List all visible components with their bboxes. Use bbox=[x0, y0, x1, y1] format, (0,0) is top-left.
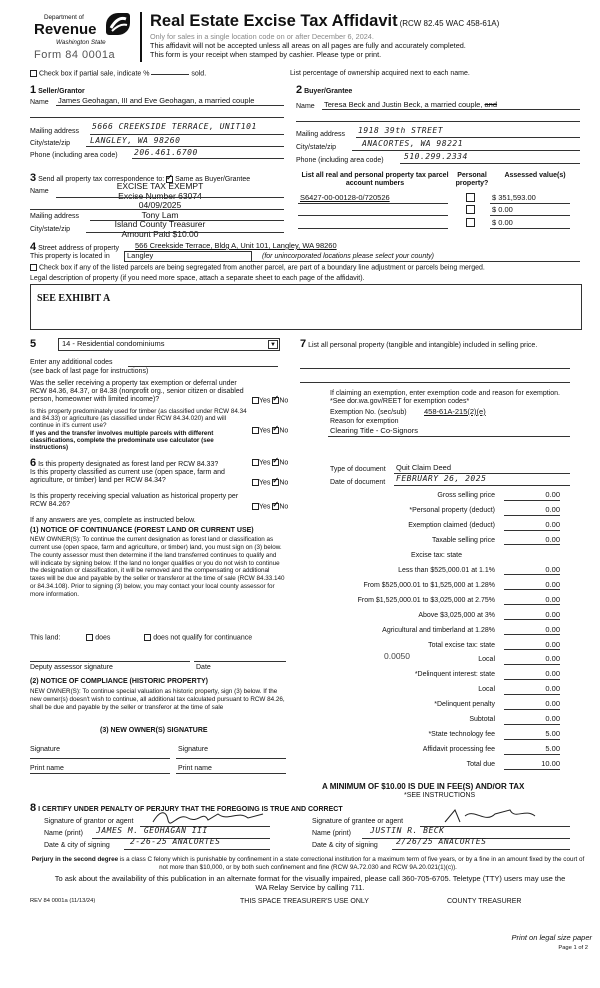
dept-line2: Revenue bbox=[34, 21, 97, 38]
fee-label: Local bbox=[478, 656, 495, 664]
perjury-notice: Perjury in the second degree is a class C felony which is punishable by confinement in a state correctional institution for a maximum term of five years, or by a fine in an amount fixed by the court of not more than $10,000, or by both such confinement and fine (RCW 9A.72.030 and RCW 9A.20.021(1)(c)). bbox=[31, 856, 585, 871]
rev-number: REV 84 0001a (11/13/24) bbox=[30, 898, 96, 904]
fee-row bbox=[300, 639, 560, 653]
rcw-ref: (RCW 82.45 WAC 458-61A) bbox=[399, 19, 500, 28]
parcel-col3-header: Assessed value(s) bbox=[504, 172, 566, 179]
fee-row bbox=[300, 492, 560, 503]
revenue-logo-icon bbox=[106, 13, 130, 35]
treasurer-space: THIS SPACE TREASURER'S USE ONLY bbox=[240, 898, 369, 905]
owner-sig1-label: Signature bbox=[30, 746, 60, 753]
header-divider bbox=[140, 12, 142, 62]
s7-heading: 7 List all personal property (tangible and intangible) included in selling price. bbox=[300, 338, 538, 350]
fee-row bbox=[300, 609, 560, 623]
fee-value[interactable]: 5.00 bbox=[504, 745, 560, 755]
doc-type-label: Type of document bbox=[330, 466, 386, 473]
owner-sig2-label: Signature bbox=[178, 746, 208, 753]
seller-name-label: Name bbox=[30, 99, 49, 106]
correspondence-city-label: City/state/zip bbox=[30, 226, 71, 233]
parcel-row-1-number[interactable]: S6427-00-00128-0/720526 bbox=[300, 193, 390, 202]
fee-value[interactable]: 0.00 bbox=[504, 491, 560, 501]
seller-mailing-label: Mailing address bbox=[30, 128, 80, 135]
notice2-title: (2) NOTICE OF COMPLIANCE (HISTORIC PROPERTY) bbox=[30, 678, 208, 685]
s6-q2-answers: Yes ✓ No bbox=[252, 479, 288, 487]
fee-label: Agricultural and timberland at 1.28% bbox=[382, 626, 495, 634]
fee-value[interactable]: 0.00 bbox=[504, 670, 560, 680]
parcel-col1-header: List all real and personal property tax parcel account numbers bbox=[301, 172, 449, 188]
this-land-row: This land: does does not qualify for continuance bbox=[30, 634, 253, 642]
dept-line3: Washington State bbox=[56, 39, 106, 46]
s6-q1-yes[interactable] bbox=[252, 459, 259, 466]
fee-value[interactable]: 0.00 bbox=[504, 655, 560, 665]
header-note3: This form is your receipt when stamped by cashier. Please type or print. bbox=[150, 50, 382, 59]
parcel-row-2-value[interactable]: $ 0.00 bbox=[492, 205, 513, 214]
header-note2: This affidavit will not be accepted unless all areas on all pages are fully and accurately completed. bbox=[150, 41, 466, 50]
fee-label: *Personal property (deduct) bbox=[409, 506, 495, 514]
fee-row bbox=[300, 671, 560, 682]
legal-paper-note: Print on legal size paper bbox=[511, 933, 592, 942]
fee-label: From $1,525,000.01 to $3,025,000 at 2.75% bbox=[357, 596, 495, 604]
fee-row bbox=[300, 731, 560, 742]
grantor-date-label: Date & city of signing bbox=[44, 842, 110, 849]
fee-row bbox=[300, 716, 560, 727]
buyer-phone-label: Phone (including area code) bbox=[296, 157, 384, 164]
parcel-row-1-value[interactable]: $ 351,593.00 bbox=[492, 193, 536, 202]
legal-label: Legal description of property (if you need more space, attach a separate sheet to each page of the affidavit). bbox=[30, 275, 365, 282]
fee-row bbox=[300, 701, 560, 712]
grantee-name[interactable]: JUSTIN R. BECK bbox=[370, 826, 445, 835]
seller-name[interactable]: James Geohagan, III and Eve Geohagan, a married couple bbox=[58, 96, 255, 105]
fee-label: Total due bbox=[466, 761, 495, 769]
fee-label: Subtotal bbox=[469, 716, 495, 724]
minimum-note: A MINIMUM OF $10.00 IS DUE IN FEE(S) AND/OR TAX bbox=[322, 782, 525, 791]
buyer-phone[interactable]: 510.299.2334 bbox=[404, 152, 468, 161]
doc-date[interactable]: FEBRUARY 26, 2025 bbox=[396, 474, 487, 483]
exemption-intro: If claiming an exemption, enter exemption code and reason for exemption. *See dor.wa.gov/REET for exemption codes* bbox=[330, 390, 560, 406]
partial-sale-label: Check box if partial sale, indicate % bbox=[38, 70, 150, 78]
fee-value[interactable]: 0.00 bbox=[504, 715, 560, 725]
grantee-date[interactable]: 2/26/25 ANACORTES bbox=[396, 837, 487, 846]
page-number: Page 1 of 2 bbox=[558, 945, 588, 951]
parcel-row-2-personal-checkbox[interactable] bbox=[466, 205, 475, 214]
legal-description-box[interactable] bbox=[30, 284, 582, 330]
exemption-no-label: Exemption No. (sec/sub) bbox=[330, 409, 407, 416]
use-code-select[interactable]: 14 - Residential condominiums ▼ bbox=[58, 338, 280, 351]
s6-q1-no[interactable] bbox=[272, 459, 279, 466]
exemption-reason[interactable]: Clearing Title - Co-Signors bbox=[330, 426, 418, 435]
alt-format-note: To ask about the availability of this publication in an alternate format for the visually impaired, please call 360-705-6705. Teletype (TTY) users may use the WA Relay Service by calling 711. bbox=[54, 874, 566, 892]
s5-q1-yes[interactable] bbox=[252, 397, 259, 404]
fee-row bbox=[300, 656, 560, 667]
buyer-mailing-label: Mailing address bbox=[296, 131, 346, 138]
parcel-row-1-personal-checkbox[interactable] bbox=[466, 193, 475, 202]
s5-q2a: Is this property predominately used for timber (as classified under RCW 84.34 and 84.33) or agriculture (as classified under RCW 84.34.020) and will continue in it's current use? bbox=[30, 408, 247, 430]
dept-line1: Department of bbox=[44, 14, 84, 21]
fee-value[interactable]: 0.00 bbox=[504, 581, 560, 591]
fee-row bbox=[300, 686, 560, 697]
fee-row bbox=[300, 761, 560, 772]
fee-label: Above $3,025,000 at 3% bbox=[418, 611, 495, 619]
owner-print1-label: Print name bbox=[30, 765, 64, 772]
s6-q2-no[interactable] bbox=[272, 479, 279, 486]
form-title: Real Estate Excise Tax Affidavit bbox=[150, 12, 398, 30]
grantor-sig-label: Signature of grantor or agent bbox=[44, 818, 134, 825]
s5-q1-answers: Yes ✓ No bbox=[252, 397, 288, 405]
buyer-name[interactable]: Teresa Beck and Justin Beck, a married couple, and bbox=[324, 100, 498, 109]
owner-print2-label: Print name bbox=[178, 765, 212, 772]
fee-label: *Delinquent penalty bbox=[434, 701, 495, 709]
fee-value[interactable]: 0.00 bbox=[504, 506, 560, 516]
land-does-checkbox[interactable] bbox=[86, 634, 93, 641]
grantee-sig-label: Signature of grantee or agent bbox=[312, 818, 404, 825]
segregated-row: Check box if any of the listed parcels are being segregated from another parcel, are part of a boundary line adjustment or parcels being merged. bbox=[30, 264, 590, 272]
fee-label: From $525,000.01 to $1,525,000 at 1.28% bbox=[363, 581, 495, 589]
fee-value[interactable]: 5.00 bbox=[504, 730, 560, 740]
s6-q3: Is this property receiving special valuation as historical property per RCW 84.26? bbox=[30, 493, 239, 509]
parcel-col2-header: Personal property? bbox=[455, 172, 489, 188]
codes-label: Enter any additional codes bbox=[30, 359, 113, 366]
fee-value[interactable]: 0.00 bbox=[504, 536, 560, 546]
fee-value[interactable]: 0.00 bbox=[504, 700, 560, 710]
s6-q1-answers: Yes ✓ No bbox=[252, 459, 288, 467]
section5-number: 5 bbox=[30, 338, 37, 350]
doc-type[interactable]: Quit Claim Deed bbox=[396, 463, 452, 472]
s5-q2-no[interactable] bbox=[272, 427, 279, 434]
correspondence-name-label: Name bbox=[30, 188, 49, 195]
location-select[interactable]: Langley bbox=[124, 251, 252, 262]
fee-row bbox=[300, 746, 560, 757]
county-treasurer: COUNTY TREASURER bbox=[447, 898, 522, 905]
exemption-no[interactable]: 458-61A-215(2)(e) bbox=[424, 407, 486, 416]
correspondence-heading: 3 Send all property tax correspondence to: ✓ Same as Buyer/Grantee bbox=[30, 172, 250, 185]
fee-value[interactable]: 0.00 bbox=[504, 596, 560, 606]
ownership-note: List percentage of ownership acquired next to each name. bbox=[290, 70, 470, 77]
legal-description: SEE EXHIBIT A bbox=[37, 293, 111, 304]
correspondence-mailing-label: Mailing address bbox=[30, 213, 80, 220]
s6-if-yes: If any answers are yes, complete as instructed below. bbox=[30, 517, 196, 524]
grantor-signature-icon[interactable] bbox=[148, 808, 268, 826]
fee-label: Less than $525,000.01 at 1.1% bbox=[398, 566, 495, 574]
notice2-text: NEW OWNER(S): To continue special valuation as historic property, sign (3) below. If the new owner(s) doesn't wish to continue, all additional tax calculated pursuant to RCW 84.26, shall be due and payable by the seller or transferor at the time of sale bbox=[30, 688, 285, 711]
s6-q1: 6 Is this property designated as forest land per RCW 84.33? bbox=[30, 457, 219, 469]
s5-q2b: If yes and the transfer involves multiple parcels with different classifications, complete the predominate use calculator (see instructions) bbox=[30, 430, 214, 452]
buyer-city[interactable]: ANACORTES, WA 98221 bbox=[362, 139, 464, 148]
parcel-row-3-personal-checkbox[interactable] bbox=[466, 218, 475, 227]
grantee-signature-icon[interactable] bbox=[440, 806, 540, 826]
grantee-date-label: Date & city of signing bbox=[312, 842, 378, 849]
partial-sale-checkbox[interactable] bbox=[30, 70, 37, 77]
s5-q2-yes[interactable] bbox=[252, 427, 259, 434]
doc-date-label: Date of document bbox=[330, 479, 386, 486]
chevron-down-icon: ▼ bbox=[268, 340, 278, 349]
deputy-date-label: Date bbox=[196, 664, 211, 671]
grantee-name-label: Name (print) bbox=[312, 830, 351, 837]
buyer-city-label: City/state/zip bbox=[296, 144, 337, 151]
located-label: This property is located in bbox=[30, 253, 110, 260]
form-number: Form 84 0001a bbox=[34, 49, 116, 61]
street-address[interactable]: 566 Creekside Terrace, Bldg A, Unit 101, Langley, WA 98260 bbox=[135, 241, 337, 250]
fee-row bbox=[300, 534, 560, 548]
exempt-stamp: EXCISE TAX EXEMPT Excise Number 63074 04/09/2025 Tony Lam Island County Treasurer Amount Paid $10.00 bbox=[114, 181, 206, 239]
codes-note: (see back of last page for instructions) bbox=[30, 368, 149, 375]
fee-label: Exemption claimed (deduct) bbox=[408, 521, 495, 529]
grantor-name[interactable]: JAMES M. GEOHAGAN III bbox=[96, 826, 208, 835]
s6-q3-no[interactable] bbox=[272, 503, 279, 510]
fee-value[interactable]: 0.00 bbox=[504, 521, 560, 531]
seller-mailing[interactable]: 5666 CREEKSIDE TERRACE, UNIT101 bbox=[92, 122, 257, 131]
s5-q1-no[interactable] bbox=[272, 397, 279, 404]
fee-label: *State technology fee bbox=[428, 731, 495, 739]
fee-row bbox=[300, 594, 560, 608]
segregated-checkbox[interactable] bbox=[30, 264, 37, 271]
s6-q3-answers: Yes ✓ No bbox=[252, 503, 288, 511]
header-note1: Only for sales in a single location code on or after December 6, 2024. bbox=[150, 32, 374, 41]
fee-label: Taxable selling price bbox=[431, 536, 495, 544]
s6-q2: Is this property classified as current use (open space, farm and agriculture, or timber) land per RCW 84.34? bbox=[30, 469, 225, 485]
fee-row bbox=[300, 579, 560, 593]
fee-value[interactable]: 0.00 bbox=[504, 626, 560, 636]
fee-value[interactable]: 0.00 bbox=[504, 685, 560, 695]
unincorporated-note: (for unincorporated locations please select your county) bbox=[262, 253, 434, 260]
parcel-row-3-value[interactable]: $ 0.00 bbox=[492, 218, 513, 227]
buyer-heading: 2 Buyer/Grantee bbox=[296, 84, 353, 96]
seller-phone-label: Phone (including area code) bbox=[30, 152, 118, 159]
partial-sale-row bbox=[30, 70, 206, 78]
deputy-sig-label: Deputy assessor signature bbox=[30, 664, 113, 671]
fee-label: Local bbox=[478, 686, 495, 694]
grantor-name-label: Name (print) bbox=[44, 830, 83, 837]
fee-label: *Delinquent interest: state bbox=[414, 671, 495, 679]
fee-row bbox=[300, 564, 560, 578]
land-does-not-checkbox[interactable] bbox=[144, 634, 151, 641]
s6-q2-yes[interactable] bbox=[252, 479, 259, 486]
fee-value[interactable]: 10.00 bbox=[504, 760, 560, 770]
fee-row bbox=[300, 624, 560, 638]
seller-city[interactable]: LANGLEY, WA 98260 bbox=[90, 136, 181, 145]
street-row: 4 Street address of property bbox=[30, 241, 120, 253]
fee-row bbox=[300, 552, 560, 563]
s5-q2-answers: Yes ✓ No bbox=[252, 427, 288, 435]
local-rate: 0.0050 bbox=[384, 651, 410, 661]
seller-city-label: City/state/zip bbox=[30, 140, 71, 147]
notice1-title: (1) NOTICE OF CONTINUANCE (FOREST LAND OR CURRENT USE) bbox=[30, 527, 254, 534]
see-instructions: *SEE INSTRUCTIONS bbox=[404, 792, 476, 799]
s5-q1: Was the seller receiving a property tax exemption or deferral under RCW 84.36, 84.37, or 84.38 (nonprofit org., senior citizen or disabled person, homeowner with limited income)? bbox=[30, 380, 244, 404]
s6-q3-yes[interactable] bbox=[252, 503, 259, 510]
fee-label: Affidavit processing fee bbox=[422, 746, 495, 754]
buyer-name-label: Name bbox=[296, 103, 315, 110]
fee-row bbox=[300, 504, 560, 518]
fee-label: Total excise tax: state bbox=[428, 641, 495, 649]
buyer-mailing[interactable]: 1918 39th STREET bbox=[358, 126, 444, 135]
owner-sig-title: (3) NEW OWNER(S) SIGNATURE bbox=[100, 727, 208, 734]
grantor-date[interactable]: 2-26-25 ANACORTES bbox=[130, 837, 221, 846]
fee-value[interactable]: 0.00 bbox=[504, 611, 560, 621]
dor-logo bbox=[34, 12, 134, 64]
sold-label: sold. bbox=[191, 70, 207, 78]
seller-heading: 1 Seller/Grantor bbox=[30, 84, 85, 96]
s8-heading: 8 I CERTIFY UNDER PENALTY OF PERJURY THAT THE FOREGOING IS TRUE AND CORRECT bbox=[30, 802, 343, 814]
reason-label: Reason for exemption bbox=[330, 418, 399, 425]
seller-phone[interactable]: 206.461.6700 bbox=[134, 148, 198, 157]
buyer-name-strike: and bbox=[484, 100, 498, 109]
fee-row bbox=[300, 519, 560, 533]
fee-value[interactable]: 0.00 bbox=[504, 566, 560, 576]
fee-label: Gross selling price bbox=[437, 492, 495, 499]
form-title-block bbox=[150, 12, 590, 31]
fee-label: Excise tax: state bbox=[411, 551, 462, 559]
fee-value[interactable]: 0.00 bbox=[504, 641, 560, 651]
notice1-text: NEW OWNER(S): To continue the current designation as forest land or classification as current use (open space, farm and agriculture, or timber) land, you must sign on (3) below. The county assessor must then determine if the land transferred continues to qualify and will indicate by signing below. If the land no longer qualifies or you do not wish to continue the designation or classification, it will be removed and the compensating or additional taxes will be due and payable by the seller or transferor at the time of sale (RCW 84.33.140 or 84.34.108). Prior to signing (3) below, you may contact your local county assessor for more information. bbox=[30, 536, 285, 599]
